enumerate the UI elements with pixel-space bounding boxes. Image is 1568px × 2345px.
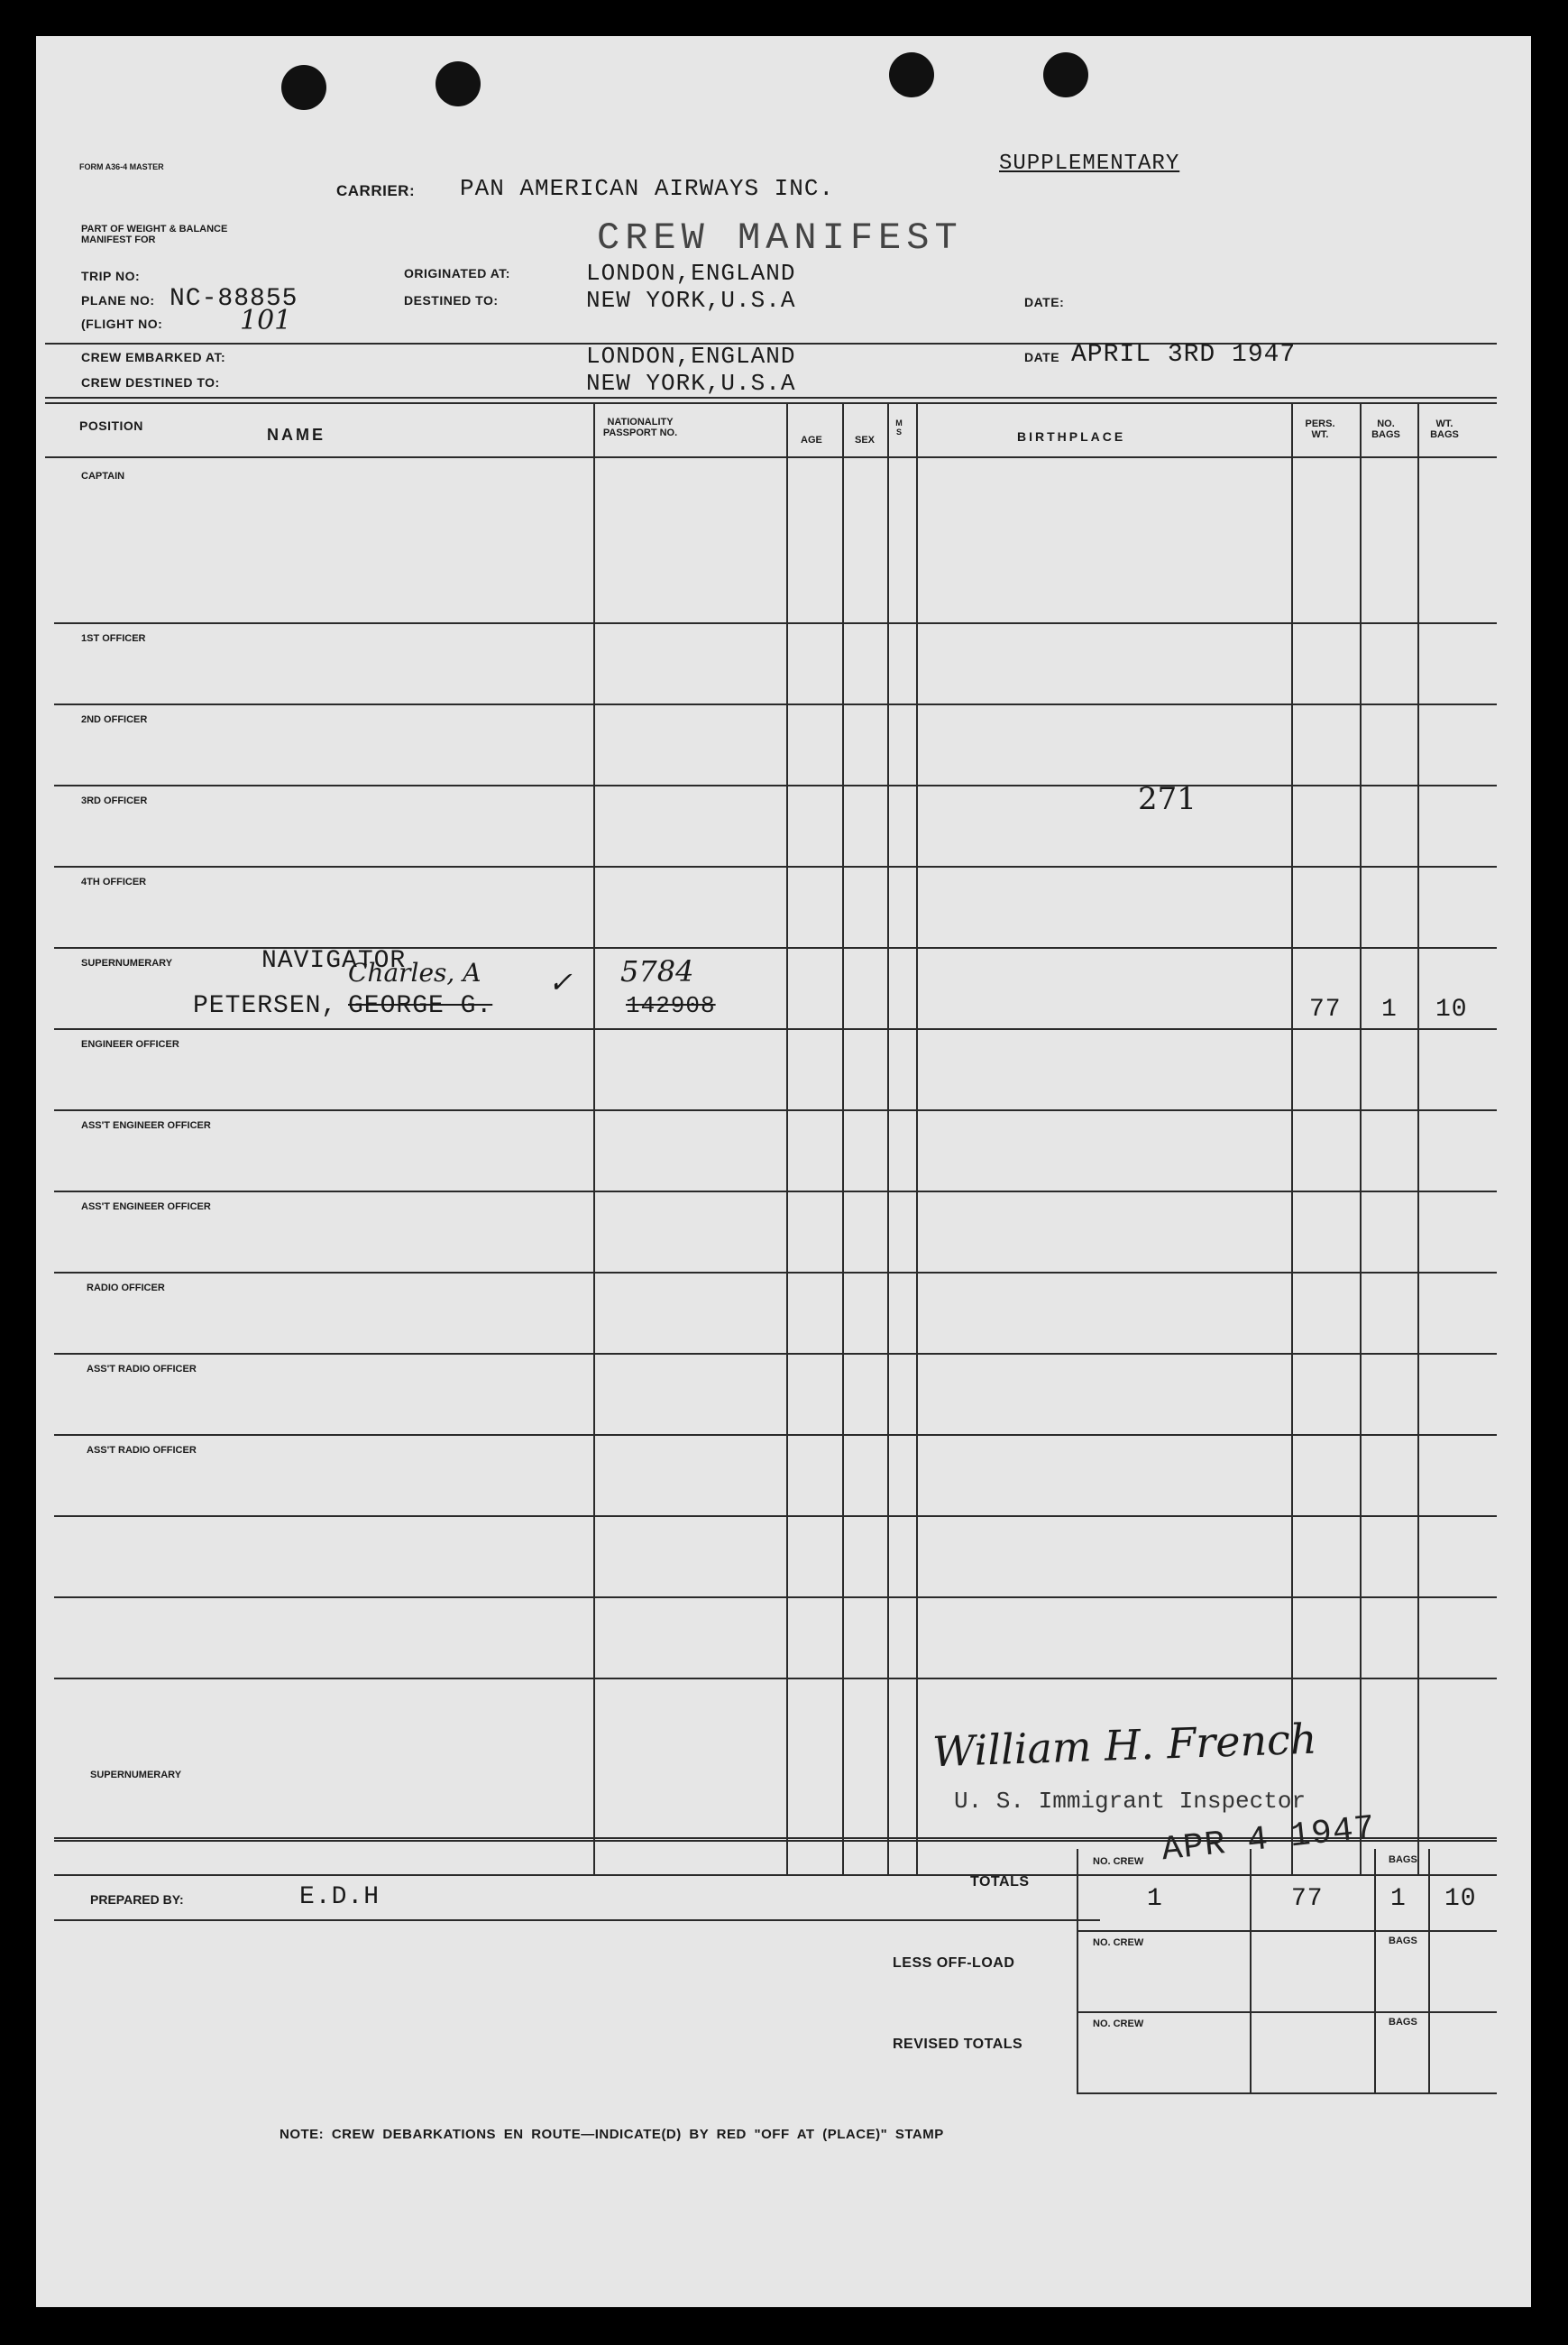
crew-wt-bags: 10: [1435, 996, 1468, 1024]
row-label-engineer: ENGINEER OFFICER: [81, 1039, 179, 1050]
row-sep-6: [54, 1028, 1497, 1030]
totals-hline-2: [1077, 2011, 1497, 2013]
totals-vline-4: [1428, 1849, 1430, 2092]
footer-note: NOTE: CREW DEBARKATIONS EN ROUTE—INDICATE(D) BY RED "OFF AT (PLACE)" STAMP: [280, 2127, 944, 2142]
totals-hline-3: [1077, 2092, 1497, 2094]
row-label-asst-engineer-1: ASS'T ENGINEER OFFICER: [81, 1120, 211, 1131]
totals-vline-2: [1250, 1849, 1252, 2092]
row-sep-11: [54, 1434, 1497, 1436]
row-label-3rd-officer: 3RD OFFICER: [81, 795, 148, 806]
bags-label-3: BAGS: [1389, 2017, 1417, 2028]
carrier-value: PAN AMERICAN AIRWAYS INC.: [460, 175, 835, 202]
plane-label: PLANE NO:: [81, 293, 155, 308]
header-rule-4: [45, 456, 1497, 458]
row-sep-14: [54, 1678, 1497, 1679]
row-label-asst-radio-2: ASS'T RADIO OFFICER: [87, 1445, 197, 1456]
inspector-title: U. S. Immigrant Inspector: [954, 1788, 1307, 1815]
manifest-page: [36, 36, 1531, 2307]
row-label-1st-officer: 1ST OFFICER: [81, 633, 146, 644]
inspector-stamp-date: APR 4 1947: [1160, 1808, 1378, 1871]
totals-vline-3: [1374, 1849, 1376, 2092]
crew-role: NAVIGATOR: [261, 947, 407, 975]
punch-hole-1: [281, 65, 326, 110]
date-label: DATE:: [1024, 295, 1065, 309]
punch-hole-2: [436, 61, 481, 106]
row-label-radio: RADIO OFFICER: [87, 1283, 165, 1293]
embarked-label: CREW EMBARKED AT:: [81, 350, 226, 364]
bags-label-2: BAGS: [1389, 1936, 1417, 1946]
row-label-supernumerary-2: SUPERNUMERARY: [90, 1770, 182, 1780]
row-sep-8: [54, 1191, 1497, 1192]
crew-passport-handwritten: 5784: [620, 954, 694, 989]
row-label-asst-radio-1: ASS'T RADIO OFFICER: [87, 1364, 197, 1375]
crew-check-mark: ✓: [548, 965, 573, 999]
row-label-4th-officer: 4TH OFFICER: [81, 877, 147, 887]
stamp-number: 271: [1138, 781, 1197, 817]
trip-label: TRIP NO:: [81, 269, 141, 283]
col-pers-wt: PERS. WT.: [1305, 418, 1335, 440]
crew-destined-value: NEW YORK,U.S.A: [586, 370, 796, 397]
destined-value: NEW YORK,U.S.A: [586, 287, 796, 314]
row-label-asst-engineer-2: ASS'T ENGINEER OFFICER: [81, 1201, 211, 1212]
totals-wt-bags: 10: [1444, 1885, 1477, 1913]
bags-label-1: BAGS: [1389, 1854, 1417, 1865]
row-sep-12: [54, 1515, 1497, 1517]
row-sep-2: [54, 704, 1497, 705]
col-wt-bags: WT. BAGS: [1430, 418, 1459, 440]
prepared-rule: [54, 1919, 1100, 1921]
flight-label: (FLIGHT NO:: [81, 317, 163, 331]
crew-surname: PETERSEN,: [193, 992, 338, 1020]
col-birthplace: BIRTHPLACE: [1017, 429, 1126, 444]
crew-first-name-handwritten: Charles, A: [348, 958, 481, 988]
no-crew-label-3: NO. CREW: [1093, 2019, 1144, 2029]
header-rule-3: [45, 402, 1497, 404]
row-label-captain: CAPTAIN: [81, 471, 125, 482]
prepared-label: PREPARED BY:: [90, 1892, 184, 1907]
punch-hole-4: [1043, 52, 1088, 97]
header-rule-2: [45, 397, 1497, 399]
row-sep-17: [54, 1874, 1497, 1876]
destined-label: DESTINED TO:: [404, 293, 499, 308]
date2-label: DATE: [1024, 350, 1060, 364]
col-nationality: NATIONALITY PASSPORT NO.: [602, 417, 678, 438]
carrier-label: CARRIER:: [336, 182, 416, 199]
totals-bags: 1: [1390, 1885, 1407, 1913]
col-sex: SEX: [855, 435, 876, 446]
totals-pers-wt: 77: [1291, 1885, 1324, 1913]
row-sep-1: [54, 622, 1497, 624]
less-offload-label: LESS OFF-LOAD: [893, 1955, 1015, 1971]
inspector-signature: William H. French: [931, 1714, 1318, 1777]
col-position: POSITION: [79, 418, 143, 433]
supplementary-label: SUPPLEMENTARY: [999, 152, 1180, 176]
row-sep-13: [54, 1596, 1497, 1598]
originated-label: ORIGINATED AT:: [404, 266, 510, 280]
originated-value: LONDON,ENGLAND: [586, 260, 796, 287]
crew-first-name-struck: GEORGE G.: [348, 992, 493, 1020]
row-sep-4: [54, 866, 1497, 868]
crew-passport-struck: 142908: [626, 992, 716, 1019]
row-sep-3: [54, 785, 1497, 786]
col-age: AGE: [801, 435, 822, 446]
crew-destined-label: CREW DESTINED TO:: [81, 375, 220, 390]
no-crew-label-1: NO. CREW: [1093, 1856, 1144, 1867]
revised-totals-label: REVISED TOTALS: [893, 2037, 1023, 2052]
part-of-label: PART OF WEIGHT & BALANCE MANIFEST FOR: [81, 224, 228, 245]
row-sep-10: [54, 1353, 1497, 1355]
embarked-value: LONDON,ENGLAND: [586, 343, 796, 370]
no-crew-label-2: NO. CREW: [1093, 1937, 1144, 1948]
flight-value: 101: [240, 305, 292, 336]
manifest-title: CREW MANIFEST: [597, 216, 963, 260]
date2-value: APRIL 3RD 1947: [1071, 341, 1297, 369]
totals-label: TOTALS: [970, 1874, 1030, 1890]
crew-pers-wt: 77: [1309, 996, 1342, 1024]
row-sep-9: [54, 1272, 1497, 1274]
plane-value: NC-88855: [170, 285, 298, 313]
col-name: NAME: [267, 426, 326, 444]
punch-hole-3: [889, 52, 934, 97]
col-no-bags: NO. BAGS: [1371, 418, 1400, 440]
row-sep-7: [54, 1109, 1497, 1111]
totals-vline-1: [1077, 1849, 1078, 2092]
row-label-supernumerary: SUPERNUMERARY: [81, 958, 173, 969]
totals-no-crew: 1: [1147, 1885, 1163, 1913]
prepared-value: E.D.H: [299, 1883, 381, 1911]
row-label-2nd-officer: 2ND OFFICER: [81, 714, 148, 725]
col-ms: M S: [895, 418, 903, 437]
totals-hline-1: [1077, 1930, 1497, 1932]
form-number: FORM A36-4 MASTER: [79, 162, 164, 171]
crew-no-bags: 1: [1381, 996, 1398, 1024]
